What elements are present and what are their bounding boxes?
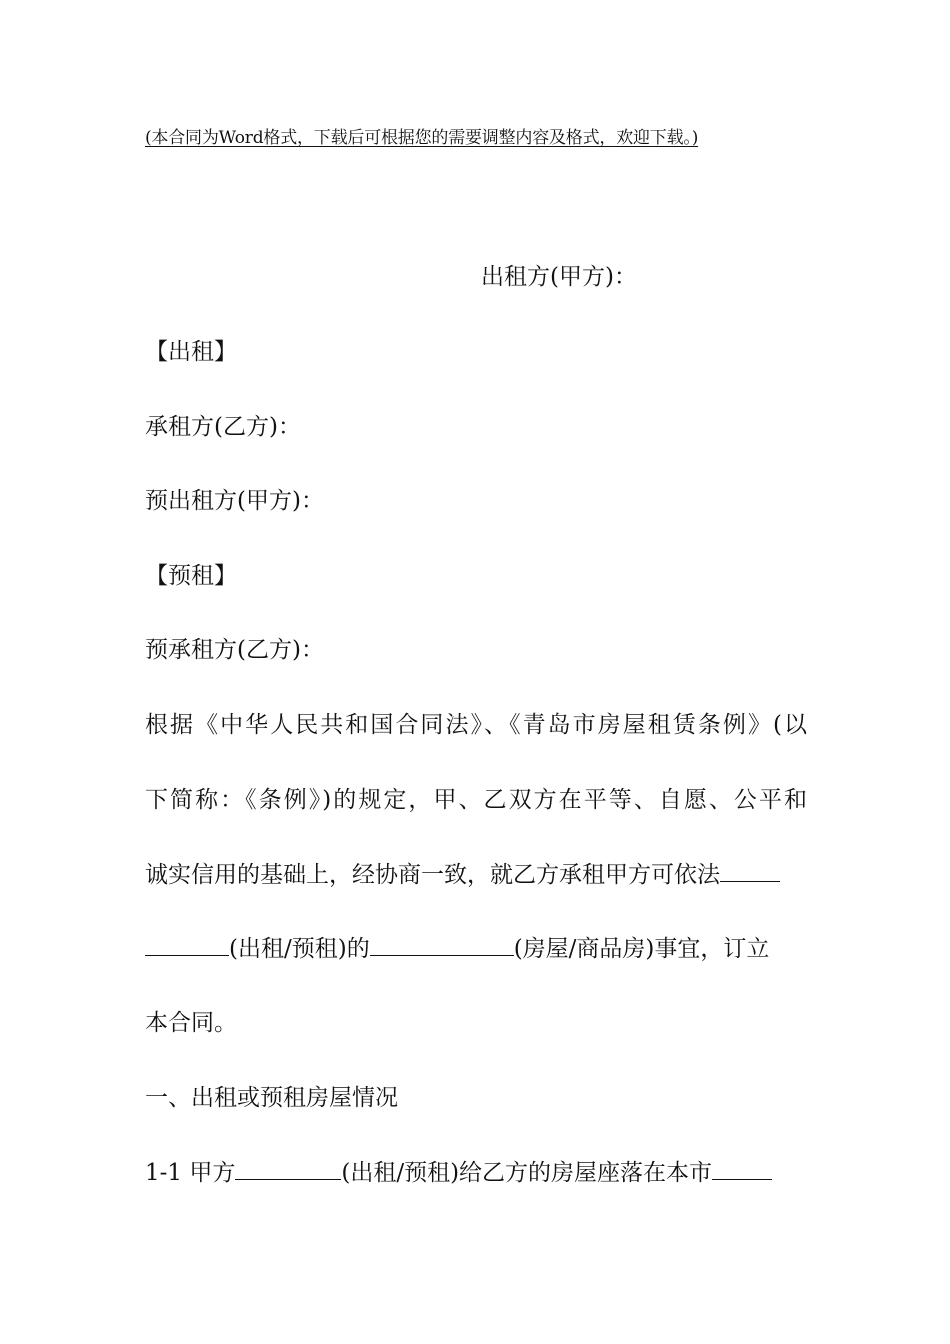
clause-1-1-text-b: (出租/预租)给乙方的房屋座落在本市 bbox=[341, 1160, 713, 1186]
section-rent-heading: 【出租】 bbox=[145, 339, 237, 365]
preamble-line-4-text-b: (房屋/商品房)事宜，订立 bbox=[513, 936, 770, 962]
section-prerent-heading: 【预租】 bbox=[145, 563, 237, 589]
preamble-line-3 bbox=[145, 859, 780, 890]
fill-blank bbox=[145, 933, 229, 956]
preamble-line-4-text-a: (出租/预租)的 bbox=[229, 936, 370, 962]
lessee-label: 承租方(乙方)： bbox=[145, 414, 301, 440]
preamble-line-2: 下简称：《条例》)的规定，甲、乙双方在平等、自愿、公平和 bbox=[145, 787, 807, 813]
lessor-label: 出租方(甲方)： bbox=[481, 264, 637, 290]
pre-lessor-label: 预出租方(甲方)： bbox=[145, 488, 324, 514]
fill-blank bbox=[712, 1157, 772, 1180]
preamble-line-4 bbox=[145, 933, 769, 964]
clause-1-1-text-a: 甲方 bbox=[189, 1160, 236, 1186]
fill-blank bbox=[720, 859, 780, 882]
preamble-line-3-text: 诚实信用的基础上，经协商一致，就乙方承租甲方可依法 bbox=[145, 862, 720, 888]
section-1-title: 一、出租或预租房屋情况 bbox=[145, 1085, 398, 1111]
clause-number: 1-1 bbox=[145, 1160, 183, 1186]
clause-1-1 bbox=[145, 1157, 772, 1188]
preamble-line-1: 根据《中华人民共和国合同法》、《青岛市房屋租赁条例》(以 bbox=[145, 712, 807, 738]
format-note: (本合同为Word格式，下载后可根据您的需要调整内容及格式，欢迎下载。) bbox=[145, 128, 699, 148]
fill-blank bbox=[235, 1157, 341, 1180]
pre-lessee-label: 预承租方(乙方)： bbox=[145, 637, 324, 663]
fill-blank bbox=[370, 933, 514, 956]
preamble-line-5: 本合同。 bbox=[145, 1010, 237, 1036]
